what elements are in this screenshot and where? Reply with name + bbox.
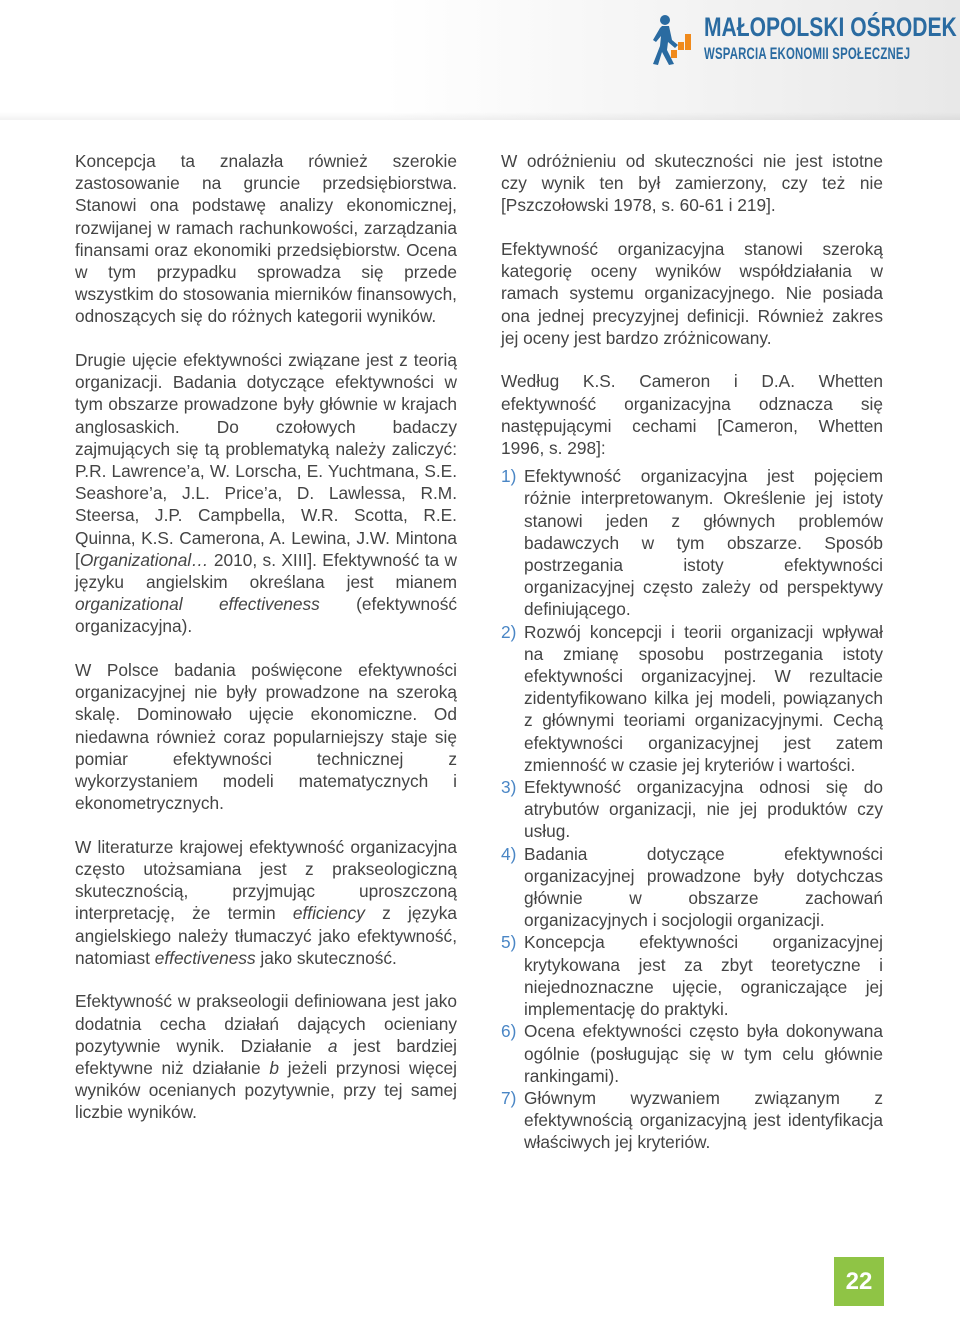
page-number-badge: 22 bbox=[834, 1257, 884, 1306]
logo-title: MAŁOPOLSKI OŚRODEK bbox=[704, 12, 957, 42]
list-item bbox=[501, 931, 883, 1020]
right-column bbox=[501, 150, 883, 1154]
list-number: 3) bbox=[501, 777, 517, 798]
list-text: Koncepcja efektywności organizacyjnej krytykowana jest za zbyt teoretyczne i niejednoznaczne ujęcie, ograniczające jej implementację do praktyki. bbox=[524, 932, 883, 1020]
list-item bbox=[501, 465, 883, 620]
paragraph: W Polsce badania poświęcone efektywności organizacyjnej nie były prowadzone na szeroką skalę. Dominowało ujęcie ekonomiczne. Od niedawna również coraz popularniejszy staje się pomiar efektywności technicznej z wykorzystaniem modeli matematycznych i ekonometrycznych. bbox=[75, 660, 457, 814]
list-text: Efektywność organizacyjna odnosi się do atrybutów organizacji, nie jej produktów czy usług. bbox=[524, 777, 883, 842]
paragraph: Efektywność organizacyjna stanowi szeroką kategorię oceny wyników współdziałania w ramach systemu organizacyjnego. Nie posiada ona jednej precyzyjnej definicji. Również zakres jej oceny jest bardzo zróżnicowany. bbox=[501, 239, 883, 348]
list-item bbox=[501, 1020, 883, 1087]
list-item bbox=[501, 621, 883, 776]
left-column bbox=[75, 150, 457, 1145]
list-text: Głównym wyzwaniem związanym z efektywnością organizacyjną jest identyfikacja właściwych jej kryteriów. bbox=[524, 1087, 883, 1153]
list-text: Rozwój koncepcji i teorii organizacji wpływał na zmianę sposobu postrzegania istoty efektywności organizacyjnej. W rezultacie zidentyfikowano kilka jej modeli, powiązanych z głównymi teoriami organizacyjnymi. Cechą efektywności organizacyjnej jest zatem zmienność w czasie jej kryteriów i wartości. bbox=[524, 621, 883, 775]
figure-icon bbox=[652, 12, 696, 66]
paragraph: W literaturze krajowej efektywność organizacyjna często utożsamiana jest z prakseologiczną skutecznością, przyjmując uproszczoną interpretację, że termin efficiency z języka angielskiego należy tłumaczyć jako efektywność, natomiast effectiveness jako skuteczność. bbox=[75, 836, 457, 968]
paragraph: Według K.S. Cameron i D.A. Whetten efektywność organizacyjna odznacza się następującymi cechami [Cameron, Whetten 1996, s. 298]: bbox=[501, 371, 883, 459]
paragraph: W odróżnieniu od skuteczności nie jest istotne czy wynik ten był zamierzony, czy też nie [Pszczołowski 1978, s. 60-61 i 219]. bbox=[501, 151, 883, 216]
list-item bbox=[501, 776, 883, 843]
organization-logo bbox=[652, 10, 957, 70]
list-item bbox=[501, 1087, 883, 1154]
features-list bbox=[501, 465, 883, 1153]
list-number: 4) bbox=[501, 843, 517, 864]
logo-subtitle: WSPARCIA EKONOMII SPOŁECZNEJ bbox=[704, 44, 911, 63]
list-text: Badania dotyczące efektywności organizacyjnej prowadzone były dotychczas głównie w obszarze zachowań organizacyjnych i socjologii organizacji. bbox=[524, 843, 883, 931]
list-number: 2) bbox=[501, 621, 517, 642]
paragraph: Efektywność w prakseologii definiowana jest jako dodatnia cecha działań dających ocieniany pozytywnie wynik. Działanie a jest bardziej efektywne niż działanie b jeżeli przynosi więcej wyników ocenianych pozytywnie, przy tej samej liczbie wyników. bbox=[75, 991, 457, 1123]
list-number: 5) bbox=[501, 932, 517, 953]
list-text: Efektywność organizacyjna jest pojęciem różnie interpretowanym. Określenie jej istoty stanowi jeden z głównych problemów badawczych w tym obszarze. Sposób postrzegania istoty efektywności organizacyjnej często zależy od perspektywy definiującego. bbox=[524, 466, 883, 620]
list-number: 1) bbox=[501, 466, 517, 487]
list-text: Ocena efektywności często była dokonywana ogólnie (posługując się w tym celu głównie rankingami). bbox=[524, 1021, 883, 1086]
list-number: 6) bbox=[501, 1021, 517, 1042]
list-number: 7) bbox=[501, 1087, 517, 1108]
paragraph: Drugie ujęcie efektywności związane jest z teorią organizacji. Badania dotyczące efektywności w tym obszarze prowadzone były głównie w krajach anglosaskich. Do czołowych badaczy zajmujących się tą problematyką należy zaliczyć: P.R. Lawrence’a, W. Lorscha, E. Yuchtmana, S.E. Seashore’a, J.L. Price’a, D. Lawlessa, R.M. Steersa, J.P. Campbella, W.R. Scotta, R.E. Quinna, K.S. Camerona, A. Lewina, J.W. Mintona [Organizational… 2010, s. XIII]. Efektywność ta w języku angielskim określana jest mianem organizational effectiveness (efektywność organizacyjna). bbox=[75, 350, 457, 637]
list-item bbox=[501, 843, 883, 932]
paragraph: Koncepcja ta znalazła również szerokie zastosowanie na gruncie przedsiębiorstwa. Stanowi ona podstawę analizy ekonomicznej, rozwijanej w ramach rachunkowości, zarządzania finansami oraz ekonomiki przedsiębiorstw. Ocena w tym przypadku sprowadza się przede wszystkim do stosowania mierników finansowych, odnoszących się do różnych kategorii wyników. bbox=[75, 151, 457, 327]
header-shadow bbox=[0, 112, 960, 120]
